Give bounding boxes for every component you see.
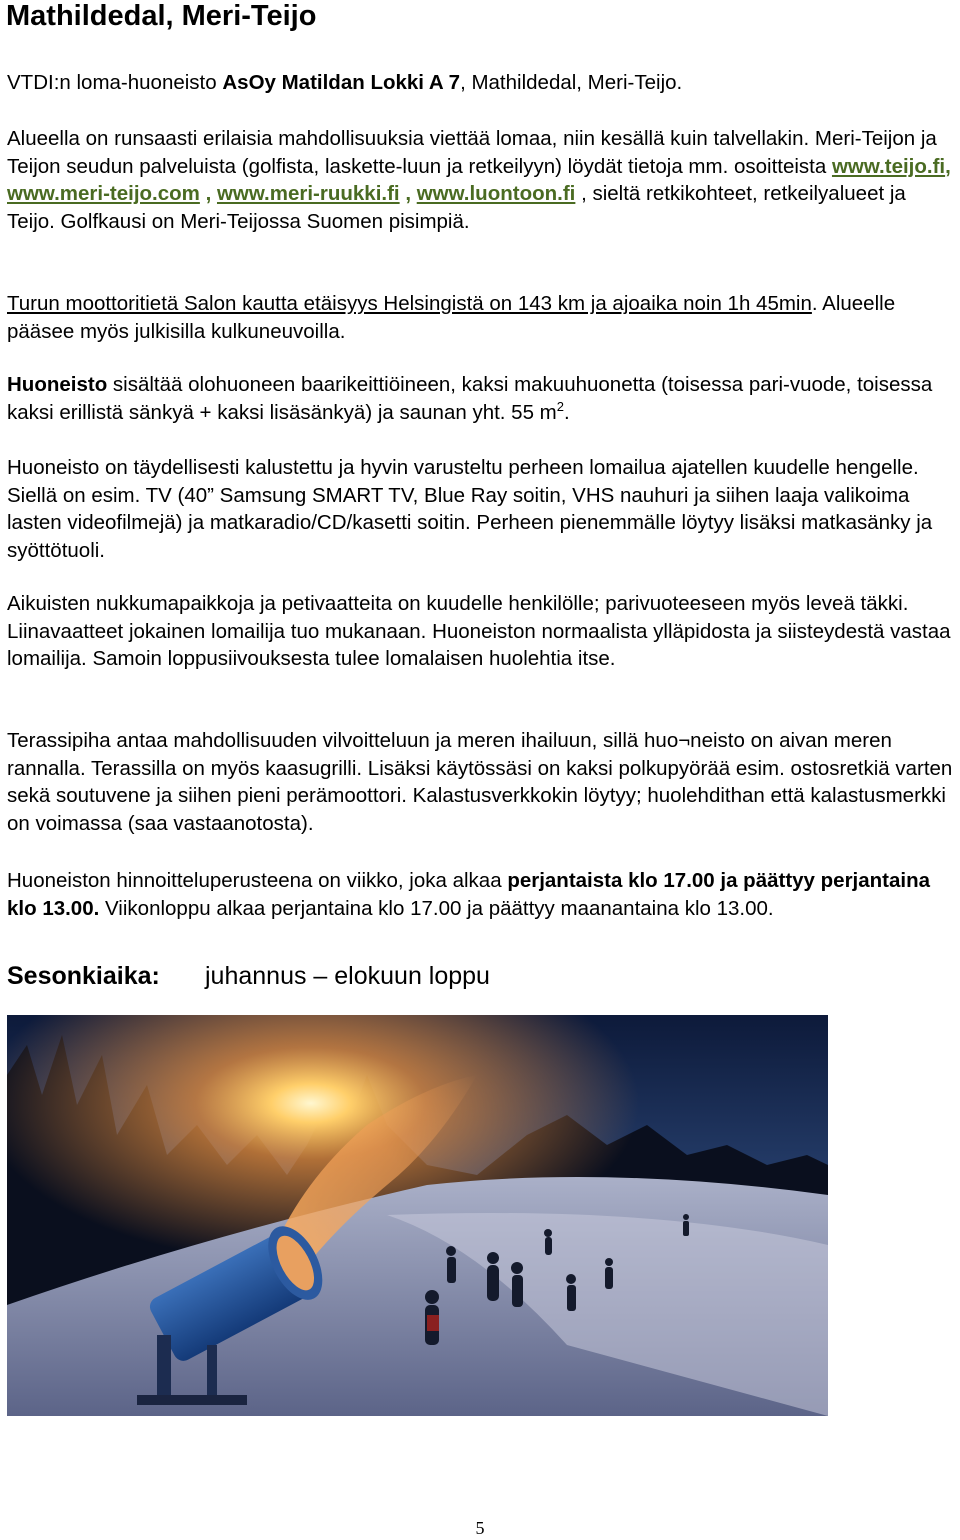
snow-cannon-photo <box>7 1015 828 1416</box>
apartment-end: . <box>564 400 570 424</box>
link-luontoon[interactable]: www.luontoon.fi <box>416 182 576 205</box>
travel-text: . Alueelle pääsee myös julkisilla kulkuneuvoilla. <box>7 292 896 343</box>
page-number: 5 <box>475 1518 485 1538</box>
superscript: 2 <box>556 398 564 414</box>
photo-illustration <box>7 1015 828 1416</box>
travel-paragraph <box>7 290 957 345</box>
intro-paragraph <box>7 69 957 97</box>
apartment-text: sisältää olohuoneen baarikeittiöineen, kaksi makuuhuonetta (toisessa pari-vuode, toisessa kaksi erillistä sänkyä + kaksi lisäsänkyä) ja saunan yht. 55 m <box>7 373 933 424</box>
season-label: Sesonkiaika: <box>7 962 160 990</box>
link-separator: , <box>199 182 217 205</box>
intro-suffix: , Mathildedal, Meri-Teijo. <box>460 71 683 94</box>
terrace-paragraph: Terassipiha antaa mahdollisuuden vilvoitteluun ja meren ihailuun, sillä huo¬neisto on aivan meren rannalla. Terassilla on myös kaasugrilli. Lisäksi käytössäsi on kaksi polkupyörää esim. ostosretkiä varten sekä soutuvene ja siihen pieni perämoottori. Kalastusverkkokin löytyy; huolehdithan että kalastusmerkki on voimassa (saa vastaanotosta). <box>7 729 953 835</box>
pricing-text: Huoneiston hinnoitteluperusteena on viikko, joka alkaa <box>7 869 508 892</box>
apartment-paragraph <box>7 371 957 426</box>
season-value: juhannus – elokuun loppu <box>205 962 490 990</box>
season-line <box>7 960 490 992</box>
travel-distance: Turun moottoritietä Salon kautta etäisyys Helsingistä on 143 km ja ajoaika noin 1h 45min <box>7 292 812 315</box>
furnishing-paragraph: Huoneisto on täydellisesti kalustettu ja hyvin varusteltu perheen lomailua ajatellen kuudelle hengelle. Siellä on esim. TV (40” Samsung SMART TV, Blue Ray soitin, VHS nauhuri ja siihen laaja valikoima lasten videofilmejä) ja matkaradio/CD/kasetti soitin. Perheen pienemmälle löytyy lisäksi matkasänky ja syöttötuoli. <box>7 456 933 562</box>
link-teijo[interactable]: www.teijo.fi <box>831 154 946 178</box>
pricing-paragraph <box>7 867 957 922</box>
activities-text-end: , sieltä retkikohteet, retkeilyalueet ja Teijo. Golfkausi on Meri-Teijossa Suomen pisimpiä. <box>7 182 906 233</box>
bedding-paragraph: Aikuisten nukkumapaikkoja ja petivaatteita on kuudelle henkilölle; parivuoteeseen myös leveä täkki. Liinavaatteet jokainen lomailija tuo mukanaan. Huoneiston normaalista ylläpidosta ja siisteydestä vastaa lomailija. Samoin loppusiivouksesta tulee lomalaisen huolehtia itse. <box>7 592 951 670</box>
pricing-text-end: Viikonloppu alkaa perjantaina klo 17.00 ja päättyy maanantaina klo 13.00. <box>99 896 774 920</box>
activities-text: Alueella on runsaasti erilaisia mahdollisuuksia viettää lomaa, niin kesällä kuin talvellakin. Meri-Teijon ja Teijon seudun palveluista (golfista, laskette-luun ja retkeilyyn) löydät tietoja mm. osoitteista <box>7 127 937 178</box>
link-separator: , <box>399 182 417 205</box>
link-meri-ruukki[interactable]: www.meri-ruukki.fi <box>216 182 400 205</box>
activities-paragraph <box>7 125 957 235</box>
page-title: Mathildedal, Meri-Teijo <box>6 0 317 32</box>
apartment-name: AsOy Matildan Lokki A 7 <box>222 71 461 94</box>
intro-prefix: VTDI:n loma-huoneisto <box>7 71 223 94</box>
link-separator: , <box>945 154 951 178</box>
link-meri-teijo[interactable]: www.meri-teijo.com <box>7 182 200 205</box>
apartment-label: Huoneisto <box>7 373 108 396</box>
pricing-bold: perjantaista klo 17.00 ja päättyy perjantaina klo 13.00. <box>7 869 931 920</box>
